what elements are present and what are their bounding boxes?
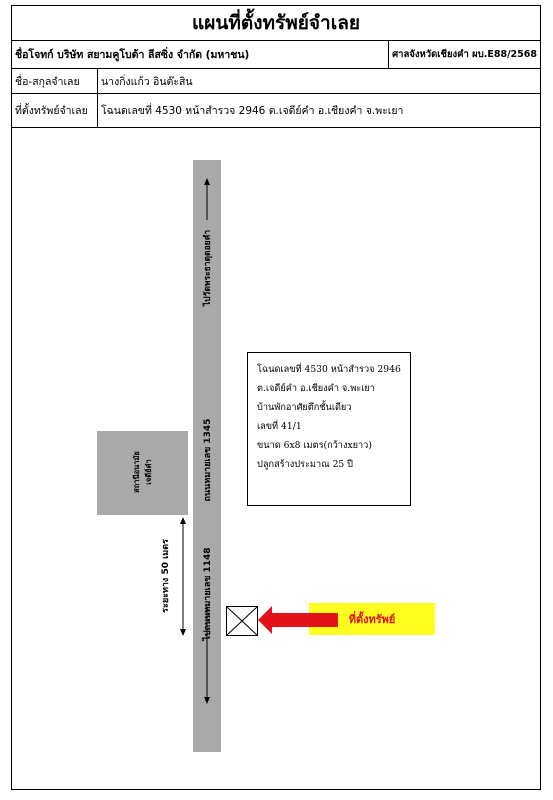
defendant-label: ชื่อ-สกุลจำเลย [12,69,98,93]
title-text: แผนที่ตั้งทรัพย์จำเลย [192,12,360,34]
header-row [11,41,541,69]
plaintiff-cell: ชื่อโจทก์ บริษัท สยามคูโบต้า ลีสซิ่ง จำกัด (มหาชน) [12,41,389,68]
info-line: ต.เจดีย์คำ อ.เชียงคำ จ.พะเยา [257,383,375,394]
road-middle-label: ถนนหมายเลข 1345 [203,418,213,502]
location-value: โฉนดเลขที่ 4530 หน้าสำรวจ 2946 ต.เจดีย์คำ อ.เชียงคำ จ.พะเยา [101,105,404,117]
road-upper-label: ไปวัดพระธาตุดอยคำ [203,229,213,307]
location-row [11,94,541,128]
info-line: โฉนดเลขที่ 4530 หน้าสำรวจ 2946 [257,364,401,375]
road-lower-label: ไปถนนหมายเลข 1148 [203,547,213,641]
distance-label: ระยะทาง 50 เมตร [161,539,171,613]
health-station-label-2: เจดีย์คำ [144,459,153,485]
defendant-value: นางกิ่งแก้ว อินต๊ะสิน [101,75,193,88]
info-line: ขนาด 6x8 เมตร(กว้างxยาว) [257,440,372,451]
property-info-box [247,352,411,506]
page-title [11,5,541,41]
info-line: เลขที่ 41/1 [257,421,302,432]
location-label: ที่ตั้งทรัพย์จำเลย [12,94,98,127]
map-area [11,128,541,790]
property-marker-icon [226,606,258,636]
info-line: ปลูกสร้างประมาณ 25 ปี [257,459,354,470]
court-cell: ศาลจังหวัดเชียงคำ ผบ.E88/2568 [392,49,537,60]
property-location-label: ที่ตั้งทรัพย์ [348,613,396,626]
red-arrow-icon [258,606,338,634]
defendant-row [11,69,541,94]
info-line: บ้านพักอาศัยตึกชั้นเดียว [257,402,352,413]
health-station-label-1: สถานีอนามัย [132,451,141,493]
